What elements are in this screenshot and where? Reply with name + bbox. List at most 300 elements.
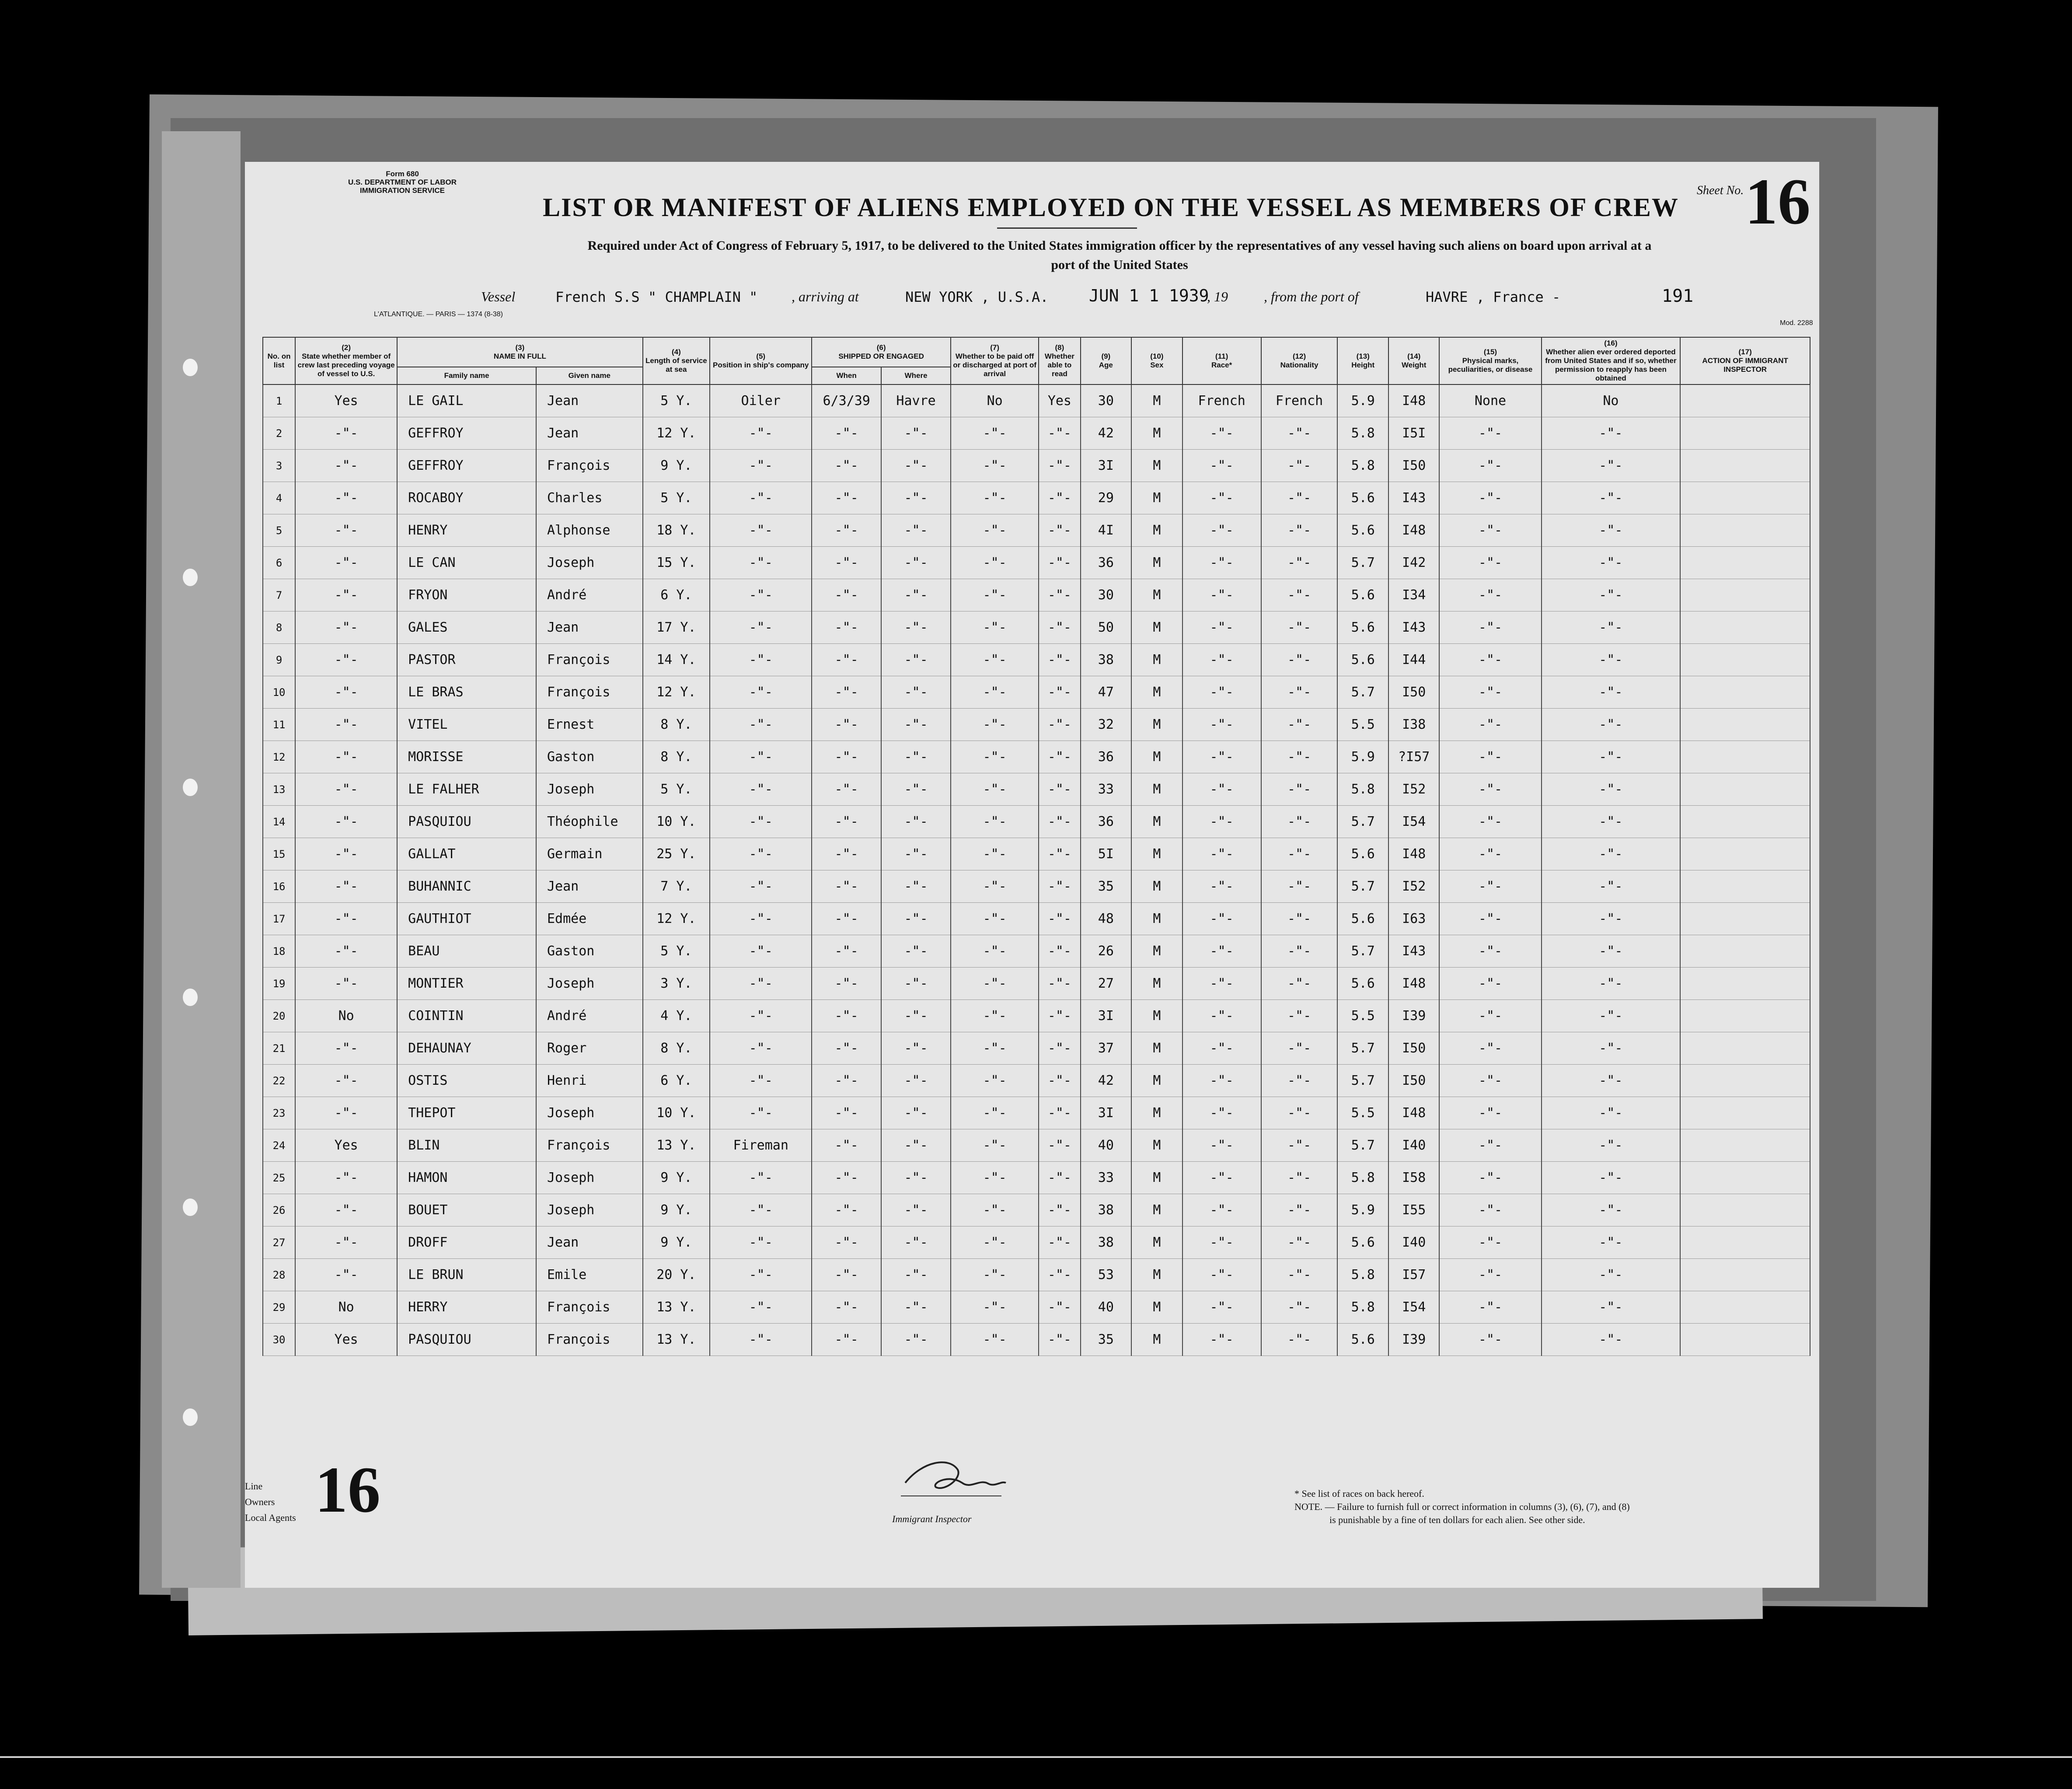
cell-height: 5.6 [1337, 903, 1388, 935]
cell-weight: I52 [1388, 870, 1440, 903]
table-row [263, 773, 1810, 806]
cell-length-of-service: 12 Y. [643, 417, 710, 450]
cell-sex: M [1131, 1032, 1183, 1065]
owners-label: Owners [245, 1496, 275, 1507]
cell-position: -"- [710, 482, 812, 514]
cell-able-to-read: -"- [1039, 417, 1080, 450]
cell-deported: -"- [1542, 741, 1681, 773]
subtitle-line-2: port of the United States [1051, 258, 1188, 272]
cell-height: 5.8 [1337, 417, 1388, 450]
cell-shipped-when: -"- [812, 1162, 881, 1194]
cell-able-to-read: -"- [1039, 1000, 1080, 1032]
cell-given-name: Gaston [536, 741, 643, 773]
cell-shipped-when: -"- [812, 611, 881, 644]
cell-inspector-action [1680, 1129, 1810, 1162]
cell-shipped-when: -"- [812, 773, 881, 806]
form-number: Form 680 [386, 170, 419, 178]
cell-nationality: French [1261, 384, 1338, 417]
cell-sex: M [1131, 709, 1183, 741]
cell-nationality: -"- [1261, 1162, 1338, 1194]
cell-row-number: 23 [263, 1097, 295, 1129]
cell-position: -"- [710, 935, 812, 968]
cell-shipped-where: -"- [881, 1032, 951, 1065]
cell-sex: M [1131, 611, 1183, 644]
cell-paid-off: -"- [951, 417, 1039, 450]
cell-given-name: Joseph [536, 1097, 643, 1129]
cell-deported: -"- [1542, 870, 1681, 903]
cell-shipped-when: -"- [812, 1097, 881, 1129]
cell-inspector-action [1680, 384, 1810, 417]
cell-given-name: Jean [536, 417, 643, 450]
cell-inspector-action [1680, 1097, 1810, 1129]
cell-shipped-where: -"- [881, 773, 951, 806]
cell-row-number: 13 [263, 773, 295, 806]
cell-nationality: -"- [1261, 1194, 1338, 1226]
cell-shipped-when: -"- [812, 1000, 881, 1032]
cell-row-number: 28 [263, 1259, 295, 1291]
cell-inspector-action [1680, 968, 1810, 1000]
cell-shipped-when: -"- [812, 1259, 881, 1291]
cell-shipped-when: -"- [812, 709, 881, 741]
cell-inspector-action [1680, 547, 1810, 579]
cell-family-name: DROFF [397, 1226, 536, 1259]
crew-table [262, 337, 1810, 1356]
cell-weight: I48 [1388, 968, 1440, 1000]
cell-family-name: LE BRUN [397, 1259, 536, 1291]
col-length-of-service: (4) Length of service at sea [643, 337, 710, 384]
cell-weight: I48 [1388, 838, 1440, 870]
cell-nationality: -"- [1261, 773, 1338, 806]
cell-physical-marks: -"- [1439, 1324, 1541, 1356]
cell-shipped-when: -"- [812, 547, 881, 579]
cell-row-number: 26 [263, 1194, 295, 1226]
cell-age: 35 [1081, 1324, 1132, 1356]
cell-race: -"- [1183, 417, 1261, 450]
cell-family-name: LE GAIL [397, 384, 536, 417]
cell-sex: M [1131, 870, 1183, 903]
cell-deported: -"- [1542, 968, 1681, 1000]
cell-position: -"- [710, 806, 812, 838]
cell-family-name: GALES [397, 611, 536, 644]
cell-shipped-when: -"- [812, 1291, 881, 1324]
cell-physical-marks: -"- [1439, 482, 1541, 514]
cell-weight: ?I57 [1388, 741, 1440, 773]
cell-shipped-where: -"- [881, 1162, 951, 1194]
cell-nationality: -"- [1261, 1226, 1338, 1259]
table-row [263, 1291, 1810, 1324]
cell-shipped-where: -"- [881, 514, 951, 547]
cell-physical-marks: -"- [1439, 417, 1541, 450]
cell-shipped-where: -"- [881, 1097, 951, 1129]
cell-able-to-read: -"- [1039, 968, 1080, 1000]
cell-paid-off: No [951, 384, 1039, 417]
table-row [263, 384, 1810, 417]
cell-inspector-action [1680, 1291, 1810, 1324]
cell-row-number: 21 [263, 1032, 295, 1065]
col-no: No. on list [263, 337, 295, 384]
cell-paid-off: -"- [951, 1259, 1039, 1291]
cell-previous-voyage: -"- [295, 838, 397, 870]
cell-given-name: Jean [536, 611, 643, 644]
cell-previous-voyage: -"- [295, 1065, 397, 1097]
col-weight: (14) Weight [1388, 337, 1440, 384]
table-row [263, 1162, 1810, 1194]
footer-labels [245, 1478, 296, 1526]
cell-paid-off: -"- [951, 773, 1039, 806]
col-shipped-engaged: (6) SHIPPED OR ENGAGED [812, 337, 951, 367]
cell-weight: I40 [1388, 1226, 1440, 1259]
date-stamp: JUN 1 1 1939 [1089, 286, 1209, 305]
cell-deported: -"- [1542, 1162, 1681, 1194]
cell-row-number: 4 [263, 482, 295, 514]
handwritten-number: 16 [315, 1454, 380, 1526]
cell-row-number: 9 [263, 644, 295, 676]
cell-able-to-read: -"- [1039, 1097, 1080, 1129]
cell-shipped-when: -"- [812, 935, 881, 968]
form-id [337, 170, 468, 195]
cell-previous-voyage: -"- [295, 741, 397, 773]
cell-position: -"- [710, 773, 812, 806]
table-row [263, 514, 1810, 547]
cell-physical-marks: -"- [1439, 1194, 1541, 1226]
cell-inspector-action [1680, 611, 1810, 644]
table-row [263, 1129, 1810, 1162]
cell-physical-marks: -"- [1439, 1097, 1541, 1129]
cell-paid-off: -"- [951, 547, 1039, 579]
table-row [263, 806, 1810, 838]
cell-able-to-read: -"- [1039, 482, 1080, 514]
cell-nationality: -"- [1261, 547, 1338, 579]
cell-paid-off: -"- [951, 1291, 1039, 1324]
cell-length-of-service: 13 Y. [643, 1291, 710, 1324]
cell-inspector-action [1680, 482, 1810, 514]
cell-family-name: ROCABOY [397, 482, 536, 514]
cell-sex: M [1131, 806, 1183, 838]
cell-given-name: Gaston [536, 935, 643, 968]
cell-length-of-service: 10 Y. [643, 1097, 710, 1129]
cell-shipped-when: -"- [812, 579, 881, 611]
cell-length-of-service: 9 Y. [643, 1226, 710, 1259]
table-row [263, 870, 1810, 903]
cell-family-name: GEFFROY [397, 450, 536, 482]
cell-family-name: THEPOT [397, 1097, 536, 1129]
cell-previous-voyage: -"- [295, 1226, 397, 1259]
table-row [263, 1097, 1810, 1129]
cell-length-of-service: 14 Y. [643, 644, 710, 676]
cell-row-number: 11 [263, 709, 295, 741]
cell-given-name: Germain [536, 838, 643, 870]
cell-shipped-where: -"- [881, 611, 951, 644]
cell-physical-marks: -"- [1439, 676, 1541, 709]
cell-weight: I50 [1388, 450, 1440, 482]
arriving-value: NEW YORK , U.S.A. [905, 289, 1049, 305]
cell-given-name: Jean [536, 1226, 643, 1259]
cell-given-name: François [536, 1291, 643, 1324]
cell-height: 5.5 [1337, 1000, 1388, 1032]
cell-physical-marks: -"- [1439, 547, 1541, 579]
cell-family-name: GAUTHIOT [397, 903, 536, 935]
cell-family-name: HENRY [397, 514, 536, 547]
cell-deported: -"- [1542, 1194, 1681, 1226]
cell-physical-marks: -"- [1439, 838, 1541, 870]
cell-weight: I58 [1388, 1162, 1440, 1194]
cell-sex: M [1131, 1162, 1183, 1194]
cell-able-to-read: -"- [1039, 1129, 1080, 1162]
cell-deported: -"- [1542, 644, 1681, 676]
cell-able-to-read: -"- [1039, 547, 1080, 579]
cell-position: Fireman [710, 1129, 812, 1162]
cell-deported: -"- [1542, 1032, 1681, 1065]
cell-sex: M [1131, 417, 1183, 450]
cell-age: 42 [1081, 417, 1132, 450]
cell-weight: I43 [1388, 935, 1440, 968]
cell-able-to-read: -"- [1039, 870, 1080, 903]
cell-shipped-where: -"- [881, 1194, 951, 1226]
cell-height: 5.7 [1337, 1065, 1388, 1097]
cell-weight: I48 [1388, 384, 1440, 417]
cell-shipped-when: -"- [812, 903, 881, 935]
cell-previous-voyage: -"- [295, 1162, 397, 1194]
cell-deported: -"- [1542, 1097, 1681, 1129]
cell-shipped-where: -"- [881, 417, 951, 450]
cell-row-number: 14 [263, 806, 295, 838]
cell-able-to-read: -"- [1039, 611, 1080, 644]
cell-physical-marks: -"- [1439, 611, 1541, 644]
cell-length-of-service: 18 Y. [643, 514, 710, 547]
cell-physical-marks: -"- [1439, 450, 1541, 482]
cell-physical-marks: -"- [1439, 644, 1541, 676]
cell-deported: No [1542, 384, 1681, 417]
cell-paid-off: -"- [951, 806, 1039, 838]
cell-family-name: PASQUIOU [397, 806, 536, 838]
cell-paid-off: -"- [951, 935, 1039, 968]
cell-inspector-action [1680, 579, 1810, 611]
cell-race: -"- [1183, 644, 1261, 676]
cell-length-of-service: 9 Y. [643, 1162, 710, 1194]
cell-physical-marks: -"- [1439, 1032, 1541, 1065]
cell-able-to-read: -"- [1039, 806, 1080, 838]
cell-weight: I57 [1388, 1259, 1440, 1291]
footnote-penalty: NOTE. — Failure to furnish full or correct information in columns (3), (6), (7), and (8) [1294, 1501, 1630, 1512]
cell-shipped-when: -"- [812, 450, 881, 482]
cell-height: 5.5 [1337, 709, 1388, 741]
cell-row-number: 27 [263, 1226, 295, 1259]
cell-height: 5.6 [1337, 611, 1388, 644]
cell-age: 3I [1081, 1000, 1132, 1032]
cell-physical-marks: -"- [1439, 968, 1541, 1000]
table-row [263, 1259, 1810, 1291]
cell-length-of-service: 6 Y. [643, 579, 710, 611]
cell-paid-off: -"- [951, 1162, 1039, 1194]
cell-able-to-read: -"- [1039, 709, 1080, 741]
cell-length-of-service: 10 Y. [643, 806, 710, 838]
cell-nationality: -"- [1261, 1259, 1338, 1291]
cell-nationality: -"- [1261, 870, 1338, 903]
cell-inspector-action [1680, 903, 1810, 935]
cell-sex: M [1131, 903, 1183, 935]
cell-able-to-read: -"- [1039, 1226, 1080, 1259]
cell-race: -"- [1183, 1097, 1261, 1129]
col-when: When [812, 367, 881, 384]
cell-shipped-where: -"- [881, 903, 951, 935]
col-height: (13) Height [1337, 337, 1388, 384]
cell-height: 5.6 [1337, 838, 1388, 870]
cell-physical-marks: -"- [1439, 806, 1541, 838]
department: U.S. DEPARTMENT OF LABOR [348, 178, 457, 186]
cell-row-number: 29 [263, 1291, 295, 1324]
cell-nationality: -"- [1261, 1065, 1338, 1097]
cell-row-number: 10 [263, 676, 295, 709]
from-port-value: HAVRE , France - [1426, 289, 1561, 305]
service: IMMIGRATION SERVICE [360, 186, 445, 195]
cell-physical-marks: -"- [1439, 514, 1541, 547]
col-given-name: Given name [536, 367, 643, 384]
cell-able-to-read: -"- [1039, 1291, 1080, 1324]
cell-weight: I34 [1388, 579, 1440, 611]
cell-previous-voyage: -"- [295, 870, 397, 903]
cell-family-name: LE BRAS [397, 676, 536, 709]
cell-sex: M [1131, 773, 1183, 806]
cell-age: 4I [1081, 514, 1132, 547]
cell-shipped-when: -"- [812, 1032, 881, 1065]
cell-length-of-service: 25 Y. [643, 838, 710, 870]
cell-sex: M [1131, 1226, 1183, 1259]
cell-age: 29 [1081, 482, 1132, 514]
cell-height: 5.8 [1337, 1291, 1388, 1324]
cell-deported: -"- [1542, 417, 1681, 450]
cell-deported: -"- [1542, 773, 1681, 806]
cell-height: 5.5 [1337, 1097, 1388, 1129]
cell-age: 32 [1081, 709, 1132, 741]
cell-length-of-service: 8 Y. [643, 1032, 710, 1065]
col-where: Where [881, 367, 951, 384]
footnote-penalty-2: is punishable by a fine of ten dollars for each alien. See other side. [1329, 1514, 1585, 1525]
cell-shipped-where: -"- [881, 1291, 951, 1324]
cell-paid-off: -"- [951, 1324, 1039, 1356]
cell-position: -"- [710, 547, 812, 579]
cell-age: 30 [1081, 579, 1132, 611]
cell-age: 5I [1081, 838, 1132, 870]
cell-paid-off: -"- [951, 1194, 1039, 1226]
cell-height: 5.9 [1337, 384, 1388, 417]
cell-row-number: 8 [263, 611, 295, 644]
cell-weight: I39 [1388, 1000, 1440, 1032]
cell-family-name: GALLAT [397, 838, 536, 870]
col-race: (11) Race* [1183, 337, 1261, 384]
cell-deported: -"- [1542, 611, 1681, 644]
cell-shipped-when: -"- [812, 1324, 881, 1356]
cell-position: -"- [710, 1097, 812, 1129]
cell-race: French [1183, 384, 1261, 417]
cell-deported: -"- [1542, 579, 1681, 611]
cell-row-number: 22 [263, 1065, 295, 1097]
cell-nationality: -"- [1261, 935, 1338, 968]
cell-shipped-where: -"- [881, 935, 951, 968]
cell-race: -"- [1183, 806, 1261, 838]
cell-position: -"- [710, 1194, 812, 1226]
subtitle-line-1: Required under Act of Congress of February 5, 1917, to be delivered to the United States immigration officer by the representatives of any vessel having such aliens on board upon arrival at a [587, 238, 1652, 253]
cell-family-name: HERRY [397, 1291, 536, 1324]
cell-given-name: Joseph [536, 1194, 643, 1226]
cell-nationality: -"- [1261, 514, 1338, 547]
cell-race: -"- [1183, 1259, 1261, 1291]
cell-inspector-action [1680, 1000, 1810, 1032]
cell-nationality: -"- [1261, 579, 1338, 611]
cell-physical-marks: -"- [1439, 1291, 1541, 1324]
cell-nationality: -"- [1261, 482, 1338, 514]
cell-physical-marks: None [1439, 384, 1541, 417]
cell-race: -"- [1183, 450, 1261, 482]
cell-sex: M [1131, 838, 1183, 870]
table-row [263, 968, 1810, 1000]
subtitle [376, 236, 1863, 275]
cell-able-to-read: -"- [1039, 450, 1080, 482]
cell-sex: M [1131, 514, 1183, 547]
col-physical-marks: (15) Physical marks, peculiarities, or disease [1439, 337, 1541, 384]
cell-height: 5.7 [1337, 806, 1388, 838]
cell-height: 5.6 [1337, 644, 1388, 676]
table-row [263, 1032, 1810, 1065]
cell-sex: M [1131, 1097, 1183, 1129]
cell-weight: I54 [1388, 806, 1440, 838]
cell-paid-off: -"- [951, 1129, 1039, 1162]
binder-edge [162, 131, 241, 1588]
cell-family-name: BEAU [397, 935, 536, 968]
cell-given-name: Joseph [536, 968, 643, 1000]
cell-previous-voyage: -"- [295, 417, 397, 450]
cell-length-of-service: 9 Y. [643, 1194, 710, 1226]
year-label: , 19 [1207, 289, 1228, 304]
cell-weight: I43 [1388, 482, 1440, 514]
table-row [263, 741, 1810, 773]
binder-hole-icon [183, 359, 198, 376]
cell-shipped-where: -"- [881, 450, 951, 482]
from-label: , from the port of [1264, 289, 1359, 304]
cell-row-number: 7 [263, 579, 295, 611]
vessel-label: Vessel [481, 289, 516, 304]
cell-given-name: Théophile [536, 806, 643, 838]
cell-position: -"- [710, 1032, 812, 1065]
cell-age: 42 [1081, 1065, 1132, 1097]
cell-age: 50 [1081, 611, 1132, 644]
cell-sex: M [1131, 968, 1183, 1000]
cell-family-name: FRYON [397, 579, 536, 611]
cell-height: 5.7 [1337, 1032, 1388, 1065]
cell-inspector-action [1680, 644, 1810, 676]
manifest-sheet [245, 162, 1819, 1588]
cell-age: 36 [1081, 741, 1132, 773]
cell-position: -"- [710, 644, 812, 676]
cell-family-name: PASTOR [397, 644, 536, 676]
cell-age: 36 [1081, 547, 1132, 579]
cell-sex: M [1131, 579, 1183, 611]
cell-paid-off: -"- [951, 903, 1039, 935]
cell-height: 5.7 [1337, 870, 1388, 903]
cell-inspector-action [1680, 417, 1810, 450]
cell-physical-marks: -"- [1439, 709, 1541, 741]
cell-race: -"- [1183, 870, 1261, 903]
cell-position: -"- [710, 676, 812, 709]
cell-paid-off: -"- [951, 870, 1039, 903]
cell-age: 38 [1081, 644, 1132, 676]
cell-given-name: André [536, 1000, 643, 1032]
cell-previous-voyage: -"- [295, 547, 397, 579]
cell-shipped-when: -"- [812, 741, 881, 773]
cell-deported: -"- [1542, 1129, 1681, 1162]
col-family-name: Family name [397, 367, 536, 384]
cell-shipped-where: -"- [881, 644, 951, 676]
cell-deported: -"- [1542, 838, 1681, 870]
